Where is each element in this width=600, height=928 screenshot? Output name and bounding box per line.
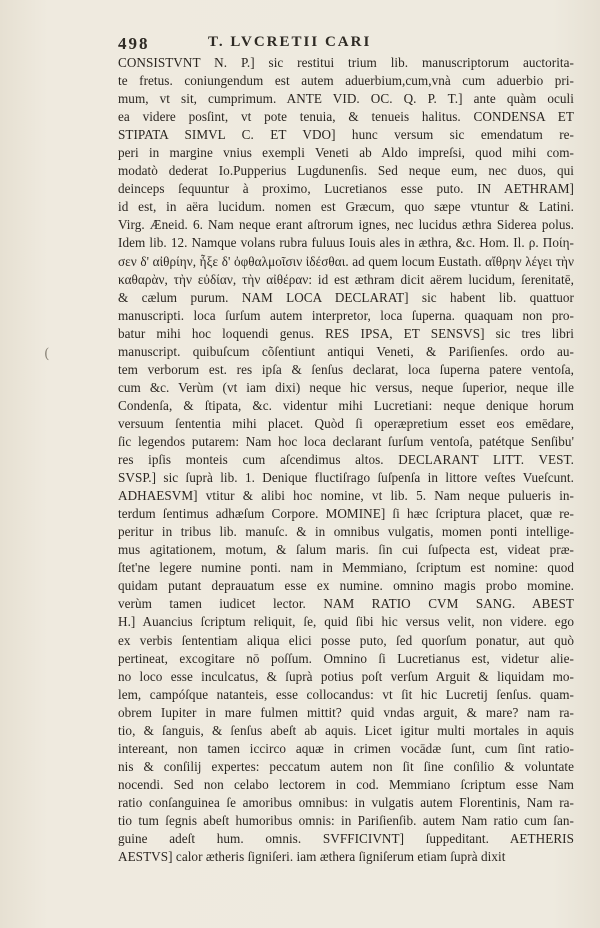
text-line: ea videre posſint, vt pote tenuia, & tenueis halitus. CONDENSA ET [118,109,574,125]
text-line: cum &c. Verùm (vt iam dixi) neque hic versus, neque ſuperior, neque ille [118,379,574,395]
commentary-text [118,54,574,866]
text-line: res ipſis monteis cum aſcendimus altos. DECLARANT LITT. VEST. [118,452,574,468]
text-line: batur mihi hoc loquendi genus. RES IPSA, ET SENSVS] sic tres libri [118,325,574,341]
text-line: Condenſa, & ſtipata, &c. videntur mihi Lucretiani: neque denique horum [118,397,574,413]
text-line: manuscript. quibuſcum cõſentiunt antiqui Veneti, & Pariſienſes. ordo au- [118,343,574,359]
text-line: quidam putant deprauatum esse ex numine. omnino magis probo momine. [118,578,574,594]
text-line: tio tum ſegnis abeſt humoribus omnis: in Pariſienſib. autem Nam ratio cum ſan- [118,812,574,828]
text-line: deinceps ſequuntur à proximo, Lucretianos esse puto. IN AETHRAM] [118,181,574,197]
text-line: intereant, non tamen iccirco aquæ in crimen vocādæ ſunt, cum ſint ratio- [118,740,574,756]
page-number: 498 [118,34,150,53]
text-line: peri in margine vnius exempli Veneti ab Aldo impreſsi, quod mihi com- [118,145,574,161]
text-line: H.] Auancius ſcriptum reliquit, ſe, quid ſibi hic versus velit, non videre. ego [118,614,574,630]
text-line: ratio conſanguinea ſe amoribus omnibus: in vulgatis autem Florentinis, Nam ra- [118,794,574,810]
text-line: guine adeſt hum. omnis. SVFFICIVNT] ſuppeditant. AETHERIS [118,831,574,847]
text-line: no loco esse inculcatus, & ſuprà potius poſt verſum Arguit & liquidam mo- [118,668,574,684]
text-line: te fretus. coniungendum est autem aduerbium,cum,vnà cum aduerbio pri- [118,73,574,89]
text-line: CONSISTVNT N. P.] sic restitui trium lib. manuscriptorum auctorita- [118,55,574,70]
text-line: nocendi. Sed non celabo lectorem in cod. Memmiano ſcriptum esse Nam [118,776,574,792]
text-line: καθαρὰν, τὴν εὐδίαν, τὴν αἰθέραν: id est æthram dicit aërem lucidum, ſerenitatē, [118,271,574,287]
text-line: terdum ſentimus adhæſum Corpore. MOMINE] ſi hæc ſcriptura placet, quæ re- [118,506,574,522]
text-line: & cælum purum. NAM LOCA DECLARAT] sic habent lib. quattuor [118,289,574,305]
text-line: AESTVS] calor ætheris ſigniſeri. iam æthera ſigniſerum etiam ſuprà dixit [118,849,506,865]
text-line: σεν δ' αἰθρίην, ἦξε δ' ὀφθαλμοῖσιν ἰδέσθαι. ad quem locum Eustath. αἴθρην λέγει τὴν [118,253,574,269]
running-title: T. LVCRETII CARI [208,34,372,50]
text-line: lem, campóſque natanteis, esse collocandus: vt ſit hic Lucretij ſenſus. quam- [118,686,574,702]
text-line: mum, vt sit, cumprimum. ANTE VID. OC. Q. P. T.] ante quàm oculi [118,91,574,107]
text-line: nis & conſilij expertes: peccatum autem non ſit ſine conſilio & voluntate [118,758,574,774]
text-line: Virg. Æneid. 6. Nam neque erant aſtrorum ignes, nec lucidus æthra Siderea polus. [118,217,574,233]
text-line: obrem Iupiter in mare fulmen mittit? quid vndas arguit, & mare? nam ra- [118,704,574,720]
text-line: peritur in tribus lib. manuſc. & in omnibus vulgatis, momen ponti intellige- [118,524,574,540]
text-line: ſtet'ne legere numine ponti. nam in Memmiano, ſcriptum est nomine: quod [118,560,574,576]
text-line: ADHAESVM] vtitur & alibi hoc nomine, vt lib. 5. Nam neque pulueris in- [118,488,574,504]
text-line: manuscripti. loca ſurſum autem interpretor, loca ſuperna. quaquam non pro- [118,307,574,323]
text-line: tem verborum est. res ipſa & ſenſus declarat, loca ſuperna patere ventoſa, [118,361,574,377]
text-line: versuum ſententia mihi placet. Quòd ſi operæpretium esset eos emēdare, [118,415,574,431]
text-line: tio, & ſanguis, & ſenſus abeſt ab aquis. Licet igitur multi mortales in aquis [118,722,574,738]
text-line: SVSP.] sic ſuprà lib. 1. Denique fluctiſrago ſuſpenſa in littore veſtes Vueſcunt. [118,470,574,486]
margin-mark: ( [44,346,50,362]
text-line: modatò dederat Io.Pupperius Lugdunenſis. Sed neque eum, nec duos, qui [118,163,574,179]
text-line: ſic legendos putarem: Nam hoc loca declarant ſurſum ventoſa, patétque Senſibu' [118,433,574,449]
text-line: STIPATA SIMVL C. ET VDO] hunc versum sic emendatum re- [118,127,574,143]
text-line: mus agitationem, motum, & ſalum maris. ſin cui ſuſpecta est, videat præ- [118,542,574,558]
text-line: verùm tamen iudicet lector. NAM RATIO CVM SANG. ABEST [118,596,574,612]
text-line: pertineat, excogitare nō poſſum. Omnino ſi Lucretianus est, videtur alie- [118,650,574,666]
running-header [118,34,574,54]
text-line: ex verbis ſententiam aliqua elici posse puto, ſed quorſum ponatur, aut quò [118,632,574,648]
text-line: id est, in aëra lucidum. nomen est Græcum, quo sæpe vtuntur & Latini. [118,199,574,215]
text-line: Idem lib. 12. Namque volans rubra fuluus Iouis ales in æthra, &c. Hom. Il. ρ. Ποίη- [118,235,574,251]
